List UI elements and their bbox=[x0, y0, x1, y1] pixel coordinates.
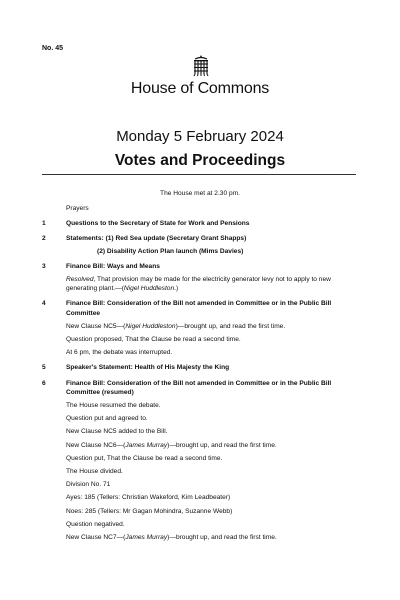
sitting-date: Monday 5 February 2024 bbox=[116, 128, 284, 145]
prayers-text: Prayers bbox=[66, 205, 89, 212]
debate-resumed: The House resumed the debate. bbox=[66, 402, 161, 410]
item-heading: Finance Bill: Consideration of the Bill not amended in Committee or in the Public Bill Committee (resumed) bbox=[66, 379, 332, 396]
item-heading: Finance Bill: Consideration of the Bill not amended in Committee or in the Public Bill Committee bbox=[66, 300, 332, 317]
item-number: 2 bbox=[42, 235, 46, 243]
portcullis-logo-icon bbox=[190, 54, 212, 78]
new-clause-nc6: New Clause NC6—(James Murray)—brought up, and read the first time. bbox=[66, 441, 277, 449]
new-clause-nc7: New Clause NC7—(James Murray)—brought up, and read the first time. bbox=[66, 534, 277, 542]
house-name: House of Commons bbox=[130, 80, 270, 97]
item-6 bbox=[42, 379, 362, 543]
item-number: 6 bbox=[42, 379, 46, 387]
title-divider bbox=[42, 174, 356, 175]
new-clause-nc5: New Clause NC5—(Nigel Huddleston)—brought up, and read the first time. bbox=[66, 322, 286, 330]
item-number: 5 bbox=[42, 364, 46, 372]
item-2 bbox=[42, 234, 362, 255]
item-number: 3 bbox=[42, 262, 46, 270]
item-heading: Speaker's Statement: Health of His Majesty the King bbox=[66, 364, 230, 372]
resolution-text: Resolved, That provision may be made for the electricity generator levy not to apply to new generating plant.—(Nigel Huddleston.) bbox=[66, 276, 331, 293]
ayes-result: Ayes: 185 (Tellers: Christian Wakeford, Kim Leadbeater) bbox=[66, 494, 231, 502]
item-1 bbox=[42, 219, 362, 228]
division-number: Division No. 71 bbox=[66, 481, 111, 489]
item-subheading: (2) Disability Action Plan launch (Mims Davies) bbox=[97, 247, 244, 255]
prayers-row bbox=[42, 204, 362, 213]
item-number: 4 bbox=[42, 300, 46, 308]
page-title: Votes and Proceedings bbox=[114, 152, 286, 169]
document-number: No. 45 bbox=[42, 45, 64, 52]
nc5-added: New Clause NC5 added to the Bill. bbox=[66, 428, 168, 436]
question-proposed: Question proposed, That the Clause be read a second time. bbox=[66, 336, 241, 344]
question-put: Question put, That the Clause be read a second time. bbox=[66, 454, 223, 462]
item-5 bbox=[42, 363, 362, 372]
item-number: 1 bbox=[42, 220, 46, 228]
item-heading: Questions to the Secretary of State for Work and Pensions bbox=[66, 220, 250, 228]
question-negatived: Question negatived. bbox=[66, 520, 125, 528]
item-4 bbox=[42, 299, 362, 357]
proceedings-list bbox=[42, 204, 362, 542]
debate-interrupted: At 6 pm, the debate was interrupted. bbox=[66, 349, 173, 357]
question-agreed: Question put and agreed to. bbox=[66, 415, 148, 423]
noes-result: Noes: 285 (Tellers: Mr Gagan Mohindra, Suzanne Webb) bbox=[66, 507, 233, 515]
house-divided: The House divided. bbox=[66, 468, 123, 476]
item-heading: Finance Bill: Ways and Means bbox=[66, 262, 160, 270]
item-3 bbox=[42, 262, 362, 294]
item-heading: Statements: (1) Red Sea update (Secretary Grant Shapps) bbox=[66, 235, 247, 243]
sitting-time: The House met at 2.30 pm. bbox=[160, 190, 240, 197]
